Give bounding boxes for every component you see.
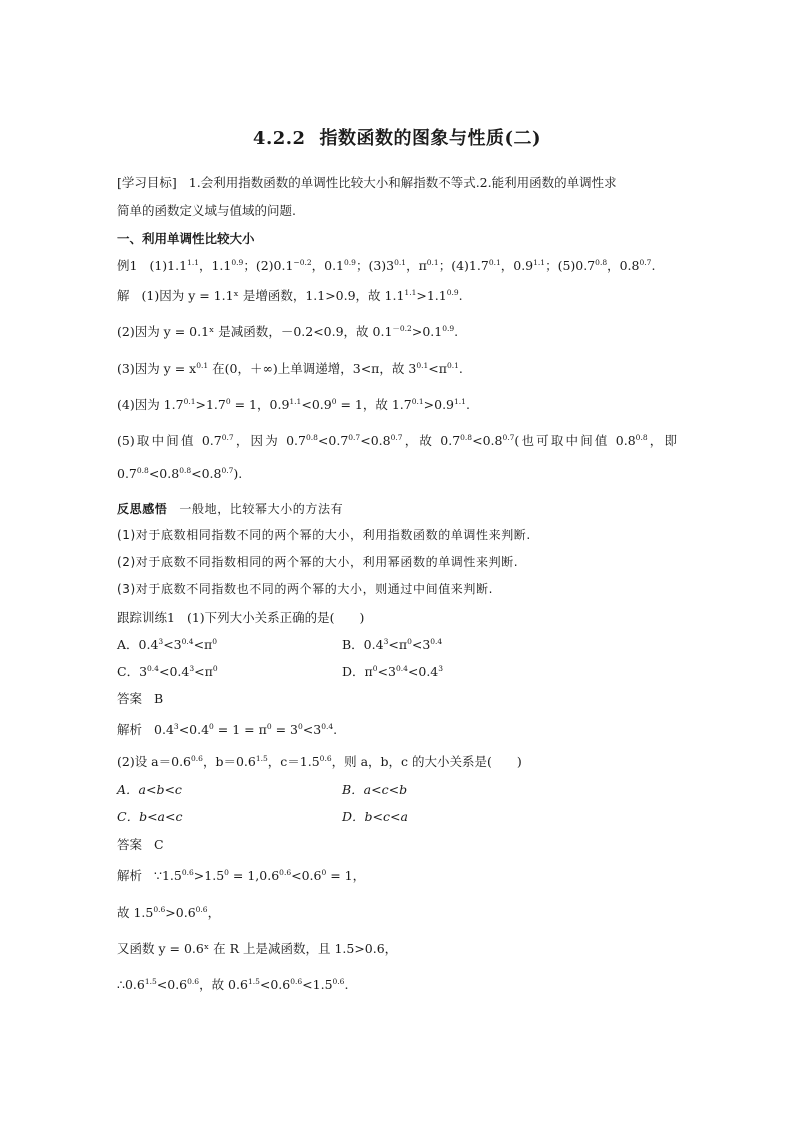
solution-step-5b: $0.7^{0.8}<0.8^{0.8}<0.8^{0.7}$).	[117, 466, 243, 481]
q1-option-d: D．$\pi^0<3^{0.4}<0.4^3$	[342, 664, 444, 679]
practice-question-1: 跟踪训练1 (1)下列大小关系正确的是( )	[117, 610, 365, 625]
answer-label: 答案	[117, 837, 143, 852]
q2-option-b: B．a<c<b	[342, 782, 408, 797]
answer-label: 答案	[117, 691, 143, 706]
example-label: 例1	[117, 258, 138, 273]
practice-question-2: (2)设 $a=0.6^{0.6}$，$b=0.6^{1.5}$，$c=1.5^{0.6}$，则 a，b，c 的大小关系是( )	[117, 754, 522, 769]
q2-option-c: C．b<a<c	[117, 809, 183, 824]
q1-analysis: 解析 $0.4^3<0.4^0 = 1 = \pi^0 = 3^0<3^{0.4}$.	[117, 722, 338, 737]
learning-objective-line1: [学习目标] 1.会利用指数函数的单调性比较大小和解指数不等式.2.能利用函数的单调性求	[117, 175, 617, 190]
q2-analysis-2: 故 $1.5^{0.6}>0.6^{0.6}$，	[117, 905, 221, 920]
q1-answer: 答案 B	[117, 691, 164, 706]
q2-analysis-4: $\therefore 0.6^{1.5}<0.6^{0.6}$，故 $0.6^{1.5}<0.6^{0.6}<1.5^{0.6}$.	[117, 977, 349, 992]
section-heading: 一、利用单调性比较大小	[117, 231, 255, 246]
practice-label: 跟踪训练1	[117, 610, 175, 625]
solution-step-2: (2)因为 y = 0.1ˣ 是减函数，－0.2<0.9，故 $0.1^{-0.2}>0.1^{0.9}$.	[117, 324, 459, 339]
objective-label: [学习目标]	[117, 175, 177, 190]
learning-objective-line2: 简单的函数定义域与值域的问题.	[117, 203, 296, 218]
section-title: 指数函数的图象与性质(二)	[319, 128, 542, 149]
q2-option-a: A．a<b<c	[117, 782, 182, 797]
reflection-point-1: (1)对于底数相同指数不同的两个幂的大小，利用指数函数的单调性来判断.	[117, 528, 531, 542]
page-title	[0, 124, 794, 150]
reflection-point-3: (3)对于底数不同指数也不同的两个幂的大小，则通过中间值来判断.	[117, 582, 494, 596]
q2-answer: 答案 C	[117, 837, 164, 852]
solution-step-5a: (5)取中间值 $0.7^{0.7}$，因为 $0.7^{0.8}<0.7^{0.7}<0.8^{0.7}$，故 $0.7^{0.8}<0.8^{0.7}$(也可取中间值 $0.8^{0.8}$，即	[117, 433, 677, 448]
q1-option-b: B．$0.4^3<\pi^0<3^{0.4}$	[342, 637, 443, 652]
q2-analysis-3: 又函数 y = 0.6ˣ 在 R 上是减函数，且 1.5>0.6，	[117, 941, 398, 956]
q2-option-d: D．b<c<a	[342, 809, 408, 824]
q1-option-c: C．$3^{0.4}<0.4^3<\pi^0$	[117, 664, 218, 679]
solution-step-3: (3)因为 $y = x^{0.1}$ 在(0，＋∞)上单调递增，3<π，故 $3^{0.1}<\pi^{0.1}$.	[117, 361, 463, 376]
analysis-label: 解析	[117, 722, 143, 737]
q2-analysis-1: 解析 $\because 1.5^{0.6}>1.5^0 = 1,0.6^{0.6}<0.6^0 = 1$，	[117, 868, 366, 883]
example-1: 例1 $(1)1.1^{1.1}$，$1.1^{0.9}$；$(2)0.1^{-0.2}$，$0.1^{0.9}$；$(3)3^{0.1}$，$\pi^{0.1}$；$(4)1.7^{0.1}$，$0.9^{1.1}$；$(5)0.7^{0.8}$，$0.8^{0.7}$.	[117, 258, 656, 273]
solution-label: 解	[117, 288, 130, 303]
reflection-label: 反思感悟	[117, 502, 168, 516]
reflection-point-2: (2)对于底数不同指数相同的两个幂的大小，利用幂函数的单调性来判断.	[117, 555, 519, 569]
solution-step-1: 解 (1)因为 y = 1.1ˣ 是增函数，1.1>0.9，故 $1.1^{1.1}>1.1^{0.9}$.	[117, 288, 463, 303]
q1-option-a: A．$0.4^3<3^{0.4}<\pi^0$	[117, 637, 218, 652]
analysis-label: 解析	[117, 868, 143, 883]
section-number: 4.2.2	[252, 128, 306, 149]
reflection-intro: 反思感悟 一般地，比较幂大小的方法有	[117, 502, 344, 516]
solution-step-4: (4)因为 $1.7^{0.1}>1.7^0 = 1$，$0.9^{1.1}<0.9^0 = 1$，故 $1.7^{0.1}>0.9^{1.1}$.	[117, 397, 470, 412]
